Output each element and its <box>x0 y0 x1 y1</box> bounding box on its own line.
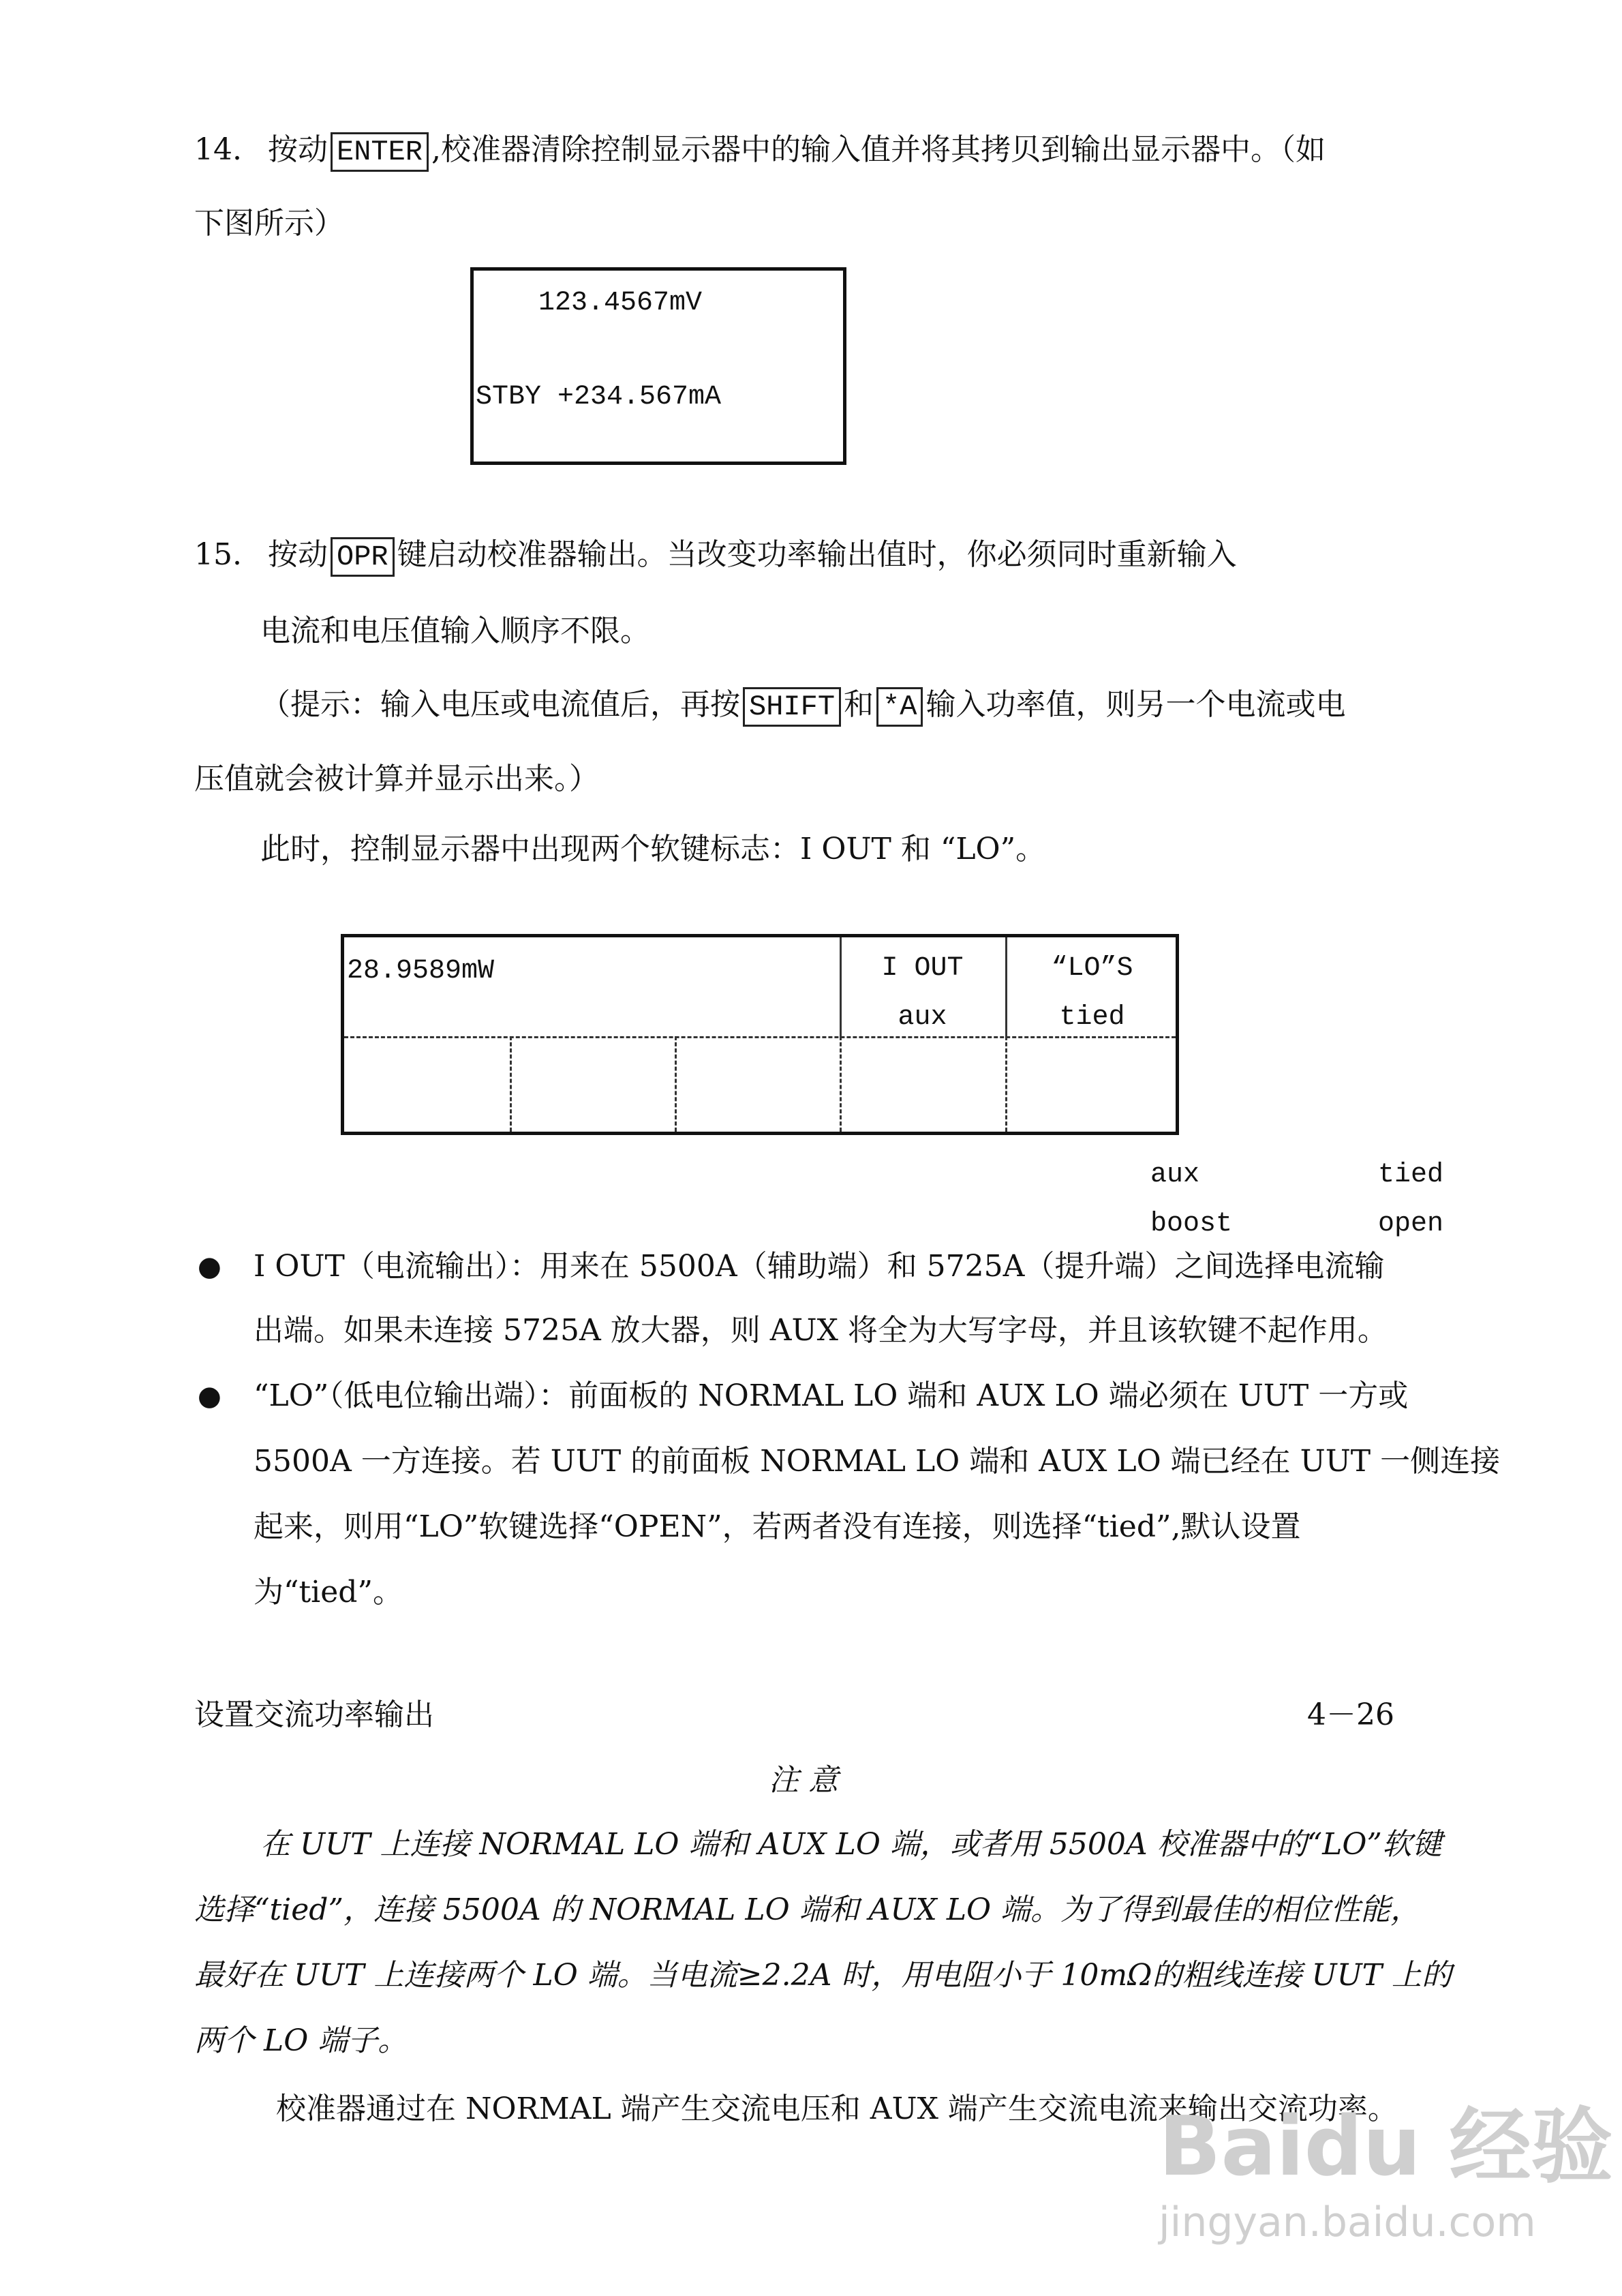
shift-key: SHIFT <box>743 687 841 727</box>
hint-line-2: 压值就会被计算并显示出来。） <box>194 761 599 796</box>
step-14-line-2: 下图所示） <box>194 206 344 241</box>
label-boost: boost <box>1150 1209 1233 1239</box>
enter-key: ENTER <box>331 132 429 172</box>
hint-post: 输入功率值，则另一个电流或电 <box>925 687 1346 722</box>
label-tied: tied <box>1378 1160 1444 1190</box>
step-15-line-2: 电流和电压值输入顺序不限。 <box>260 614 650 648</box>
bullet-2-line-1: “LO”（低电位输出端）：前面板的 NORMAL LO 端和 AUX LO 端必须在 UUT 一方或 <box>254 1378 1409 1413</box>
section-title: 设置交流功率输出 <box>194 1697 434 1732</box>
softkey-i-out-label[interactable]: I OUT <box>881 953 964 984</box>
divider <box>1005 1036 1007 1132</box>
bullet-2-line-4: 为“tied”。 <box>254 1575 403 1610</box>
step-text-pre: 按动 <box>267 132 328 167</box>
step-text-post: ,校准器清除控制显示器中的输入值并将其拷贝到输出显示器中。（如 <box>431 132 1326 167</box>
divider <box>510 1036 512 1132</box>
baidu-watermark: Baidu 经验 <box>1159 2100 1613 2194</box>
bullet-icon: ● <box>198 1380 221 1412</box>
label-open: open <box>1378 1209 1444 1239</box>
display-output-value: 123.4567mV <box>538 288 703 318</box>
step-number: 14. <box>194 132 242 167</box>
opr-key: OPR <box>331 537 395 577</box>
page-number: 4－26 <box>1307 1697 1394 1732</box>
divider <box>840 1036 842 1132</box>
note-line-4: 两个 LO 端子。 <box>194 2023 408 2058</box>
star-a-key: *A <box>876 687 923 727</box>
bullet-1-line-2: 出端。如果未连接 5725A 放大器，则 AUX 将全为大写字母，并且该软键不起作用。 <box>254 1313 1388 1348</box>
calibrator-display-2 <box>341 934 1179 1135</box>
display-standby-value: STBY +234.567mA <box>476 382 722 412</box>
bullet-2-line-3: 起来，则用“LO”软键选择“OPEN”，若两者没有连接，则选择“tied”,默认设置 <box>254 1509 1301 1544</box>
calibrator-display-1 <box>470 267 846 465</box>
softkey-intro: 此时，控制显示器中出现两个软键标志：I OUT 和 “LO”。 <box>260 832 1046 866</box>
label-aux: aux <box>1150 1160 1200 1190</box>
power-value: 28.9589mW <box>347 956 495 986</box>
step-text-pre: 按动 <box>267 537 328 572</box>
step-15-line <box>194 536 1237 577</box>
hint-pre: （提示：输入电压或电流值后，再按 <box>260 687 740 722</box>
softkey-i-out-value[interactable]: aux <box>898 1002 947 1033</box>
bullet-2-line-2: 5500A 一方连接。若 UUT 的前面板 NORMAL LO 端和 AUX LO 端已经在 UUT 一侧连接 <box>254 1444 1501 1479</box>
note-title: 注 意 <box>769 1763 838 1798</box>
watermark-url: jingyan.baidu.com <box>1159 2199 1536 2246</box>
step-14-line <box>194 131 1326 172</box>
step-text-post: 键启动校准器输出。当改变功率输出值时，你必须同时重新输入 <box>397 537 1237 572</box>
note-line-2: 选择“tied”，连接 5500A 的 NORMAL LO 端和 AUX LO 端。为了得到最佳的相位性能， <box>194 1892 1421 1927</box>
divider <box>675 1036 677 1132</box>
step-number: 15. <box>194 537 242 572</box>
softkey-lo-label[interactable]: “LO”S <box>1051 953 1133 984</box>
bullet-1-line-1: I OUT（电流输出）：用来在 5500A（辅助端）和 5725A（提升端）之间选择电流输 <box>254 1249 1385 1284</box>
hint-line <box>260 686 1345 727</box>
note-line-3: 最好在 UUT 上连接两个 LO 端。当电流≥2.2A 时，用电阻小于 10mΩ的粗线连接 UUT 上的 <box>194 1958 1452 1993</box>
closing-paragraph: 校准器通过在 NORMAL 端产生交流电压和 AUX 端产生交流电流来输出交流功率。 <box>276 2091 1398 2126</box>
hint-mid: 和 <box>844 687 874 722</box>
bullet-icon: ● <box>198 1251 221 1282</box>
note-line-1: 在 UUT 上连接 NORMAL LO 端和 AUX LO 端，或者用 5500A 校准器中的“LO”软键 <box>260 1827 1442 1862</box>
softkey-lo-value[interactable]: tied <box>1059 1002 1125 1033</box>
